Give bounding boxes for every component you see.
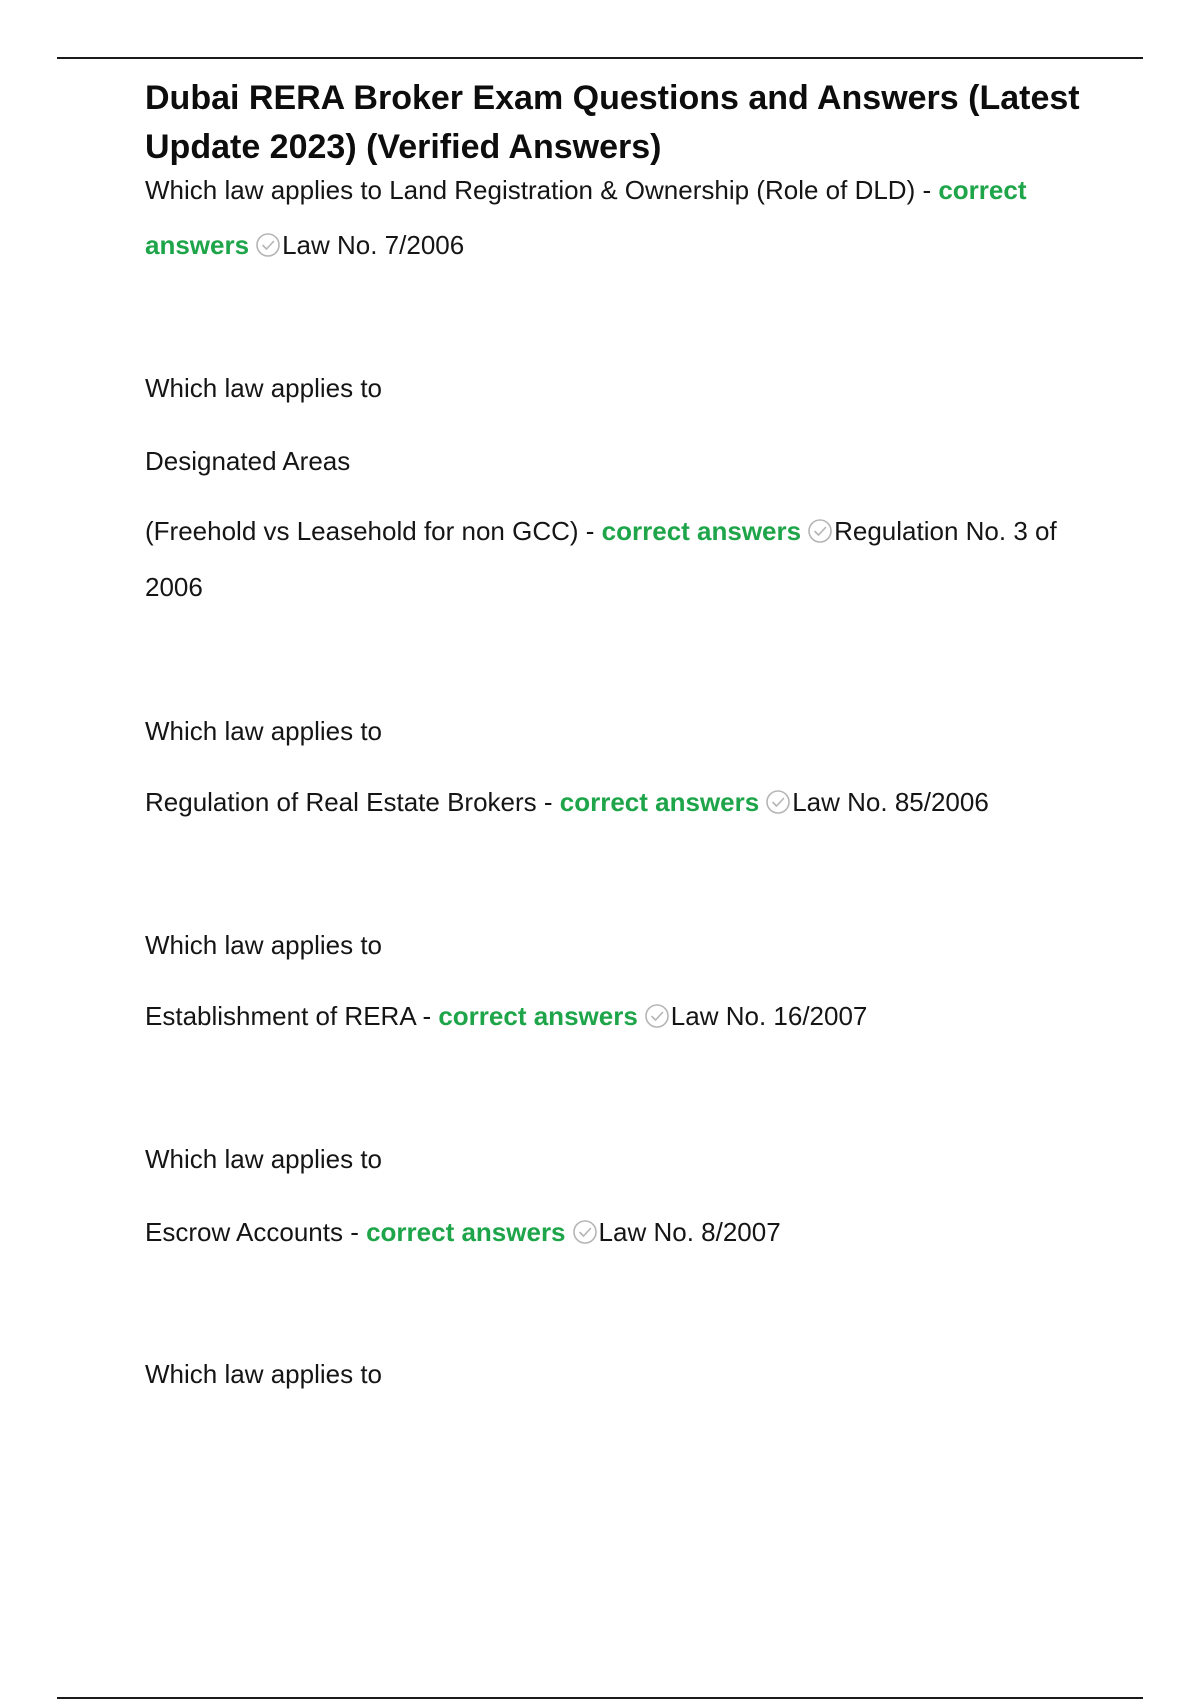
qa-6-intro: Which law applies to — [145, 1359, 382, 1389]
qa-2-question-text: (Freehold vs Leasehold for non GCC) - — [145, 516, 602, 546]
qa-4-correct-label: correct answers — [438, 1001, 638, 1031]
top-rule — [57, 57, 1143, 59]
bottom-rule — [57, 1697, 1143, 1699]
qa-1-correct-label: correct — [938, 175, 1027, 205]
qa-5-question — [145, 1215, 781, 1249]
qa-1-answer — [145, 228, 464, 262]
qa-5-answer-text: Law No. 8/2007 — [598, 1217, 781, 1247]
qa-1-correct-label-cont: answers — [145, 230, 250, 260]
qa-3-answer-text: Law No. 85/2006 — [792, 787, 989, 817]
qa-2-answer-text: Regulation No. 3 of — [834, 516, 1057, 546]
check-circle-icon — [255, 232, 281, 258]
qa-5-intro: Which law applies to — [145, 1144, 382, 1174]
qa-2-correct-label: correct answers — [601, 516, 802, 546]
qa-3-correct-label: correct answers — [559, 787, 760, 817]
qa-3-intro: Which law applies to — [145, 716, 382, 746]
qa-4-question-text: Establishment of RERA - — [145, 1001, 439, 1031]
qa-5-question-text: Escrow Accounts - — [145, 1217, 367, 1247]
qa-4-answer-text: Law No. 16/2007 — [670, 1001, 868, 1031]
qa-4-intro: Which law applies to — [145, 930, 382, 960]
qa-1-question-text: Which law applies to Land Registration & Ownership (Role of DLD) - — [145, 175, 939, 205]
check-circle-icon — [765, 789, 791, 815]
check-circle-icon — [644, 1003, 670, 1029]
document-title: Dubai RERA Broker Exam Questions and Answers (Latest Update 2023) (Verified Answers) — [145, 79, 1080, 166]
qa-2-topic: Designated Areas — [145, 446, 351, 476]
qa-2-answer-cont: 2006 — [145, 572, 203, 602]
check-circle-icon — [807, 518, 833, 544]
qa-3-question-text: Regulation of Real Estate Brokers - — [145, 787, 560, 817]
qa-2-question — [145, 514, 1057, 548]
qa-5-correct-label: correct answers — [366, 1217, 566, 1247]
qa-2-intro: Which law applies to — [145, 373, 382, 403]
qa-1-question — [145, 173, 1027, 207]
qa-4-question — [145, 999, 867, 1033]
qa-3-question — [145, 785, 989, 819]
check-circle-icon — [572, 1219, 598, 1245]
qa-1-answer-text: Law No. 7/2006 — [282, 230, 465, 260]
